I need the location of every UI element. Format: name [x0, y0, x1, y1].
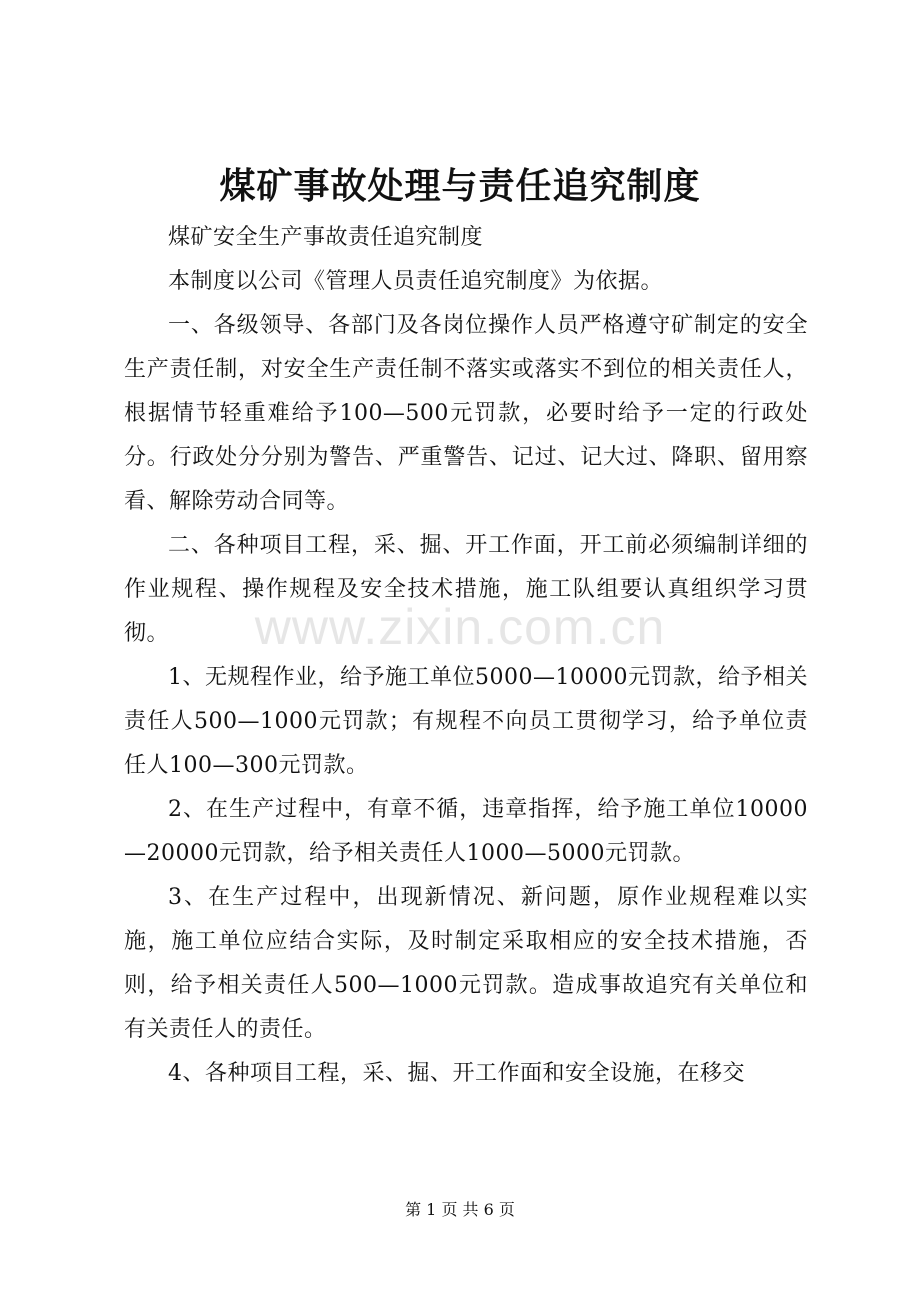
paragraph-section-1: 一、各级领导、各部门及各岗位操作人员严格遵守矿制定的安全生产责任制，对安全生产责任制不落实或落实不到位的相关责任人，根据情节轻重难给予100—500元罚款，必要时给予一定的行政处分。行政处分分别为警告、严重警告、记过、记大过、降职、留用察看、解除劳动合同等。	[124, 313, 808, 514]
watermark: www.zixin.com.cn	[254, 599, 666, 655]
paragraph-item-4: 4、各种项目工程，采、掘、开工作面和安全设施，在移交	[168, 1061, 745, 1086]
page-footer: 第 1 页 共 6 页	[405, 1200, 515, 1219]
paragraph-subtitle: 煤矿安全生产事故责任追究制度	[168, 225, 484, 250]
paragraph-basis: 本制度以公司《管理人员责任追究制度》为依据。	[168, 269, 664, 294]
paragraph-item-3: 3、在生产过程中，出现新情况、新问题，原作业规程难以实施，施工单位应结合实际，及时制定采取相应的安全技术措施，否则，给予相关责任人500—1000元罚款。造成事故追究有关单位和有关责任人的责任。	[124, 885, 808, 1042]
paragraph-section-2: 二、各种项目工程，采、掘、开工作面，开工前必须编制详细的作业规程、操作规程及安全技术措施，施工队组要认真组织学习贯彻。	[124, 533, 808, 646]
paragraph-item-2: 2、在生产过程中，有章不循，违章指挥，给予施工单位10000—20000元罚款，给予相关责任人1000—5000元罚款。	[124, 797, 808, 866]
document-body	[124, 216, 808, 1096]
document-title: 煤矿事故处理与责任追究制度	[219, 165, 701, 207]
paragraph-item-1: 1、无规程作业，给予施工单位5000—10000元罚款，给予相关责任人500—1000元罚款；有规程不向员工贯彻学习，给予单位责任人100—300元罚款。	[124, 665, 808, 778]
